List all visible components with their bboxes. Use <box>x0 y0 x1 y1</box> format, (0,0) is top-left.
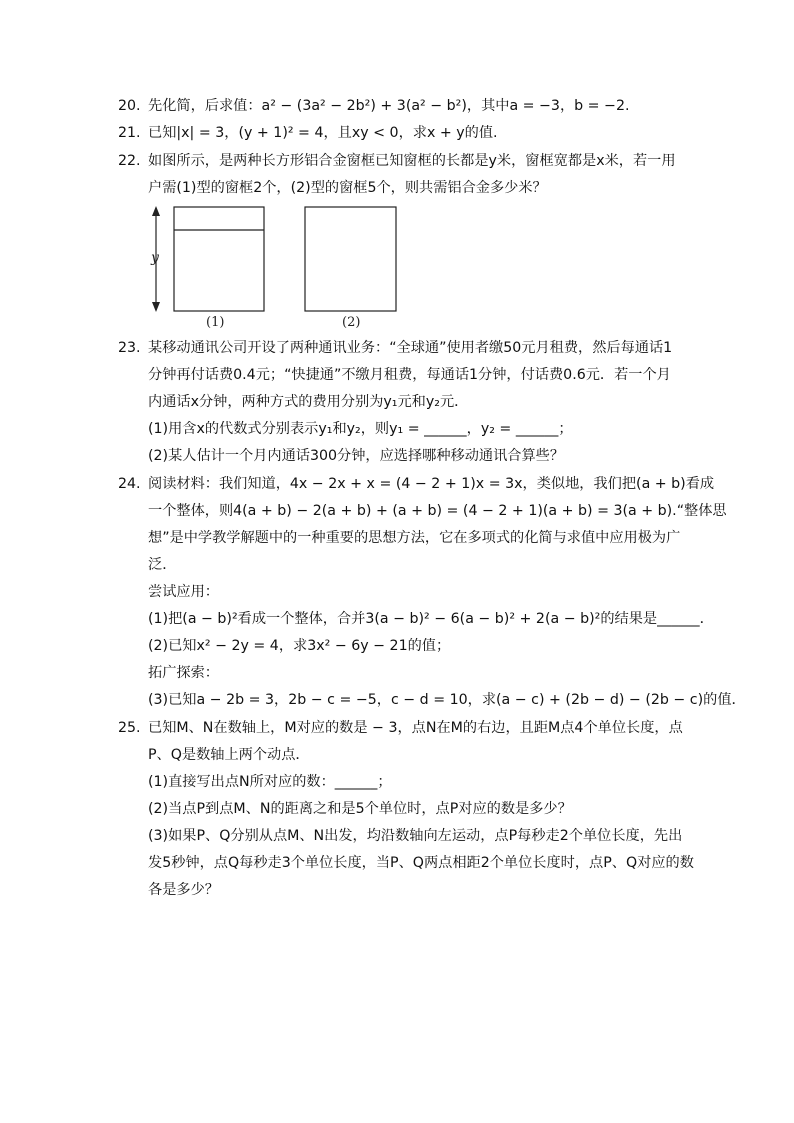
question-23-sub2: (2)某人估计一个月内通话300分钟，应选择哪种移动通讯合算些？ <box>148 448 565 464</box>
frame-type-2 <box>305 207 396 311</box>
question-24-sub1: (1)把(a − b)²看成一个整体，合并3(a − b)² − 6(a − b)² + 2(a − b)²的结果是______． <box>148 611 714 627</box>
question-25-line2: P、Q是数轴上两个动点． <box>148 747 310 763</box>
extension-heading: 拓广探索： <box>148 665 219 681</box>
question-25-sub2: (2)当点P到点M、N的距离之和是5个单位时，点P对应的数是多少？ <box>148 801 572 817</box>
question-25 <box>118 718 683 738</box>
arrow-up-icon <box>152 206 160 216</box>
question-text-line: 如图所示，是两种长方形铝合金窗框已知窗框的长都是y米，窗框宽都是x米，若一用 <box>148 153 676 169</box>
question-24-line3: 想”是中学教学解题中的一种重要的思想方法，它在多项式的化简与求值中应用极为广 <box>148 530 681 546</box>
question-text-line: 某移动通讯公司开设了两种通讯业务：“全球通”使用者缴50元月租费，然后每通话1 <box>148 340 673 356</box>
question-text-line: 阅读材料：我们知道，4x − 2x + x = (4 − 2 + 1)x = 3x，类似地，我们把(a + b)看成 <box>148 476 715 492</box>
question-number: 21. <box>118 125 141 141</box>
question-24-line4: 泛． <box>148 557 177 573</box>
question-number: 20. <box>118 98 141 114</box>
frame-type-1 <box>174 207 264 311</box>
frame-2-label: (2) <box>342 315 361 330</box>
question-23-line2: 分钟再付话费0.4元；“快捷通”不缴月租费，每通话1分钟，付话费0.6元．若一个月 <box>148 367 671 383</box>
question-number: 23. <box>118 340 141 356</box>
arrow-down-icon <box>152 302 160 312</box>
question-25-sub3-line3: 各是多少？ <box>148 882 219 898</box>
question-22 <box>118 151 676 171</box>
question-number: 25. <box>118 720 141 736</box>
question-22-line2: 户需(1)型的窗框2个，(2)型的窗框5个，则共需铝合金多少米？ <box>148 180 547 196</box>
question-23 <box>118 338 673 358</box>
question-24 <box>118 474 715 494</box>
y-label: y <box>151 250 159 266</box>
question-text: 已知|x| = 3，(y + 1)² = 4，且xy < 0，求x + y的值. <box>148 125 498 141</box>
question-25-sub3-line2: 发5秒钟，点Q每秒走3个单位长度，当P、Q两点相距2个单位长度时，点P、Q对应的数 <box>148 855 694 871</box>
question-text-line: 已知M、N在数轴上，M对应的数是 − 3，点N在M的右边，且距M点4个单位长度，点 <box>148 720 683 736</box>
try-application-heading: 尝试应用： <box>148 584 219 600</box>
question-24-line2: 一个整体，则4(a + b) − 2(a + b) + (a + b) = (4 − 2 + 1)(a + b) = 3(a + b).“整体思 <box>148 503 727 519</box>
question-text: 先化简，后求值：a² − (3a² − 2b²) + 3(a² − b²)，其中a = −3，b = −2. <box>148 98 630 114</box>
question-25-sub3-line1: (3)如果P、Q分别从点M、N出发，均沿数轴向左运动，点P每秒走2个单位长度，先出 <box>148 828 683 844</box>
question-number: 24. <box>118 476 141 492</box>
window-frame-figure <box>140 200 410 332</box>
question-25-sub1: (1)直接写出点N所对应的数：______； <box>148 774 392 790</box>
question-21 <box>118 123 498 143</box>
question-23-line3: 内通话x分钟，两种方式的费用分别为y₁元和y₂元． <box>148 394 469 410</box>
question-23-sub1: (1)用含x的代数式分别表示y₁和y₂，则y₁ = ______，y₂ = ______； <box>148 421 573 437</box>
question-20 <box>118 96 630 116</box>
frame-1-label: (1) <box>206 315 225 330</box>
question-24-sub2: (2)已知x² − 2y = 4，求3x² − 6y − 21的值； <box>148 638 451 654</box>
question-number: 22. <box>118 153 141 169</box>
question-24-sub3: (3)已知a − 2b = 3，2b − c = −5，c − d = 10，求(a − c) + (2b − d) − (2b − c)的值． <box>148 692 746 708</box>
